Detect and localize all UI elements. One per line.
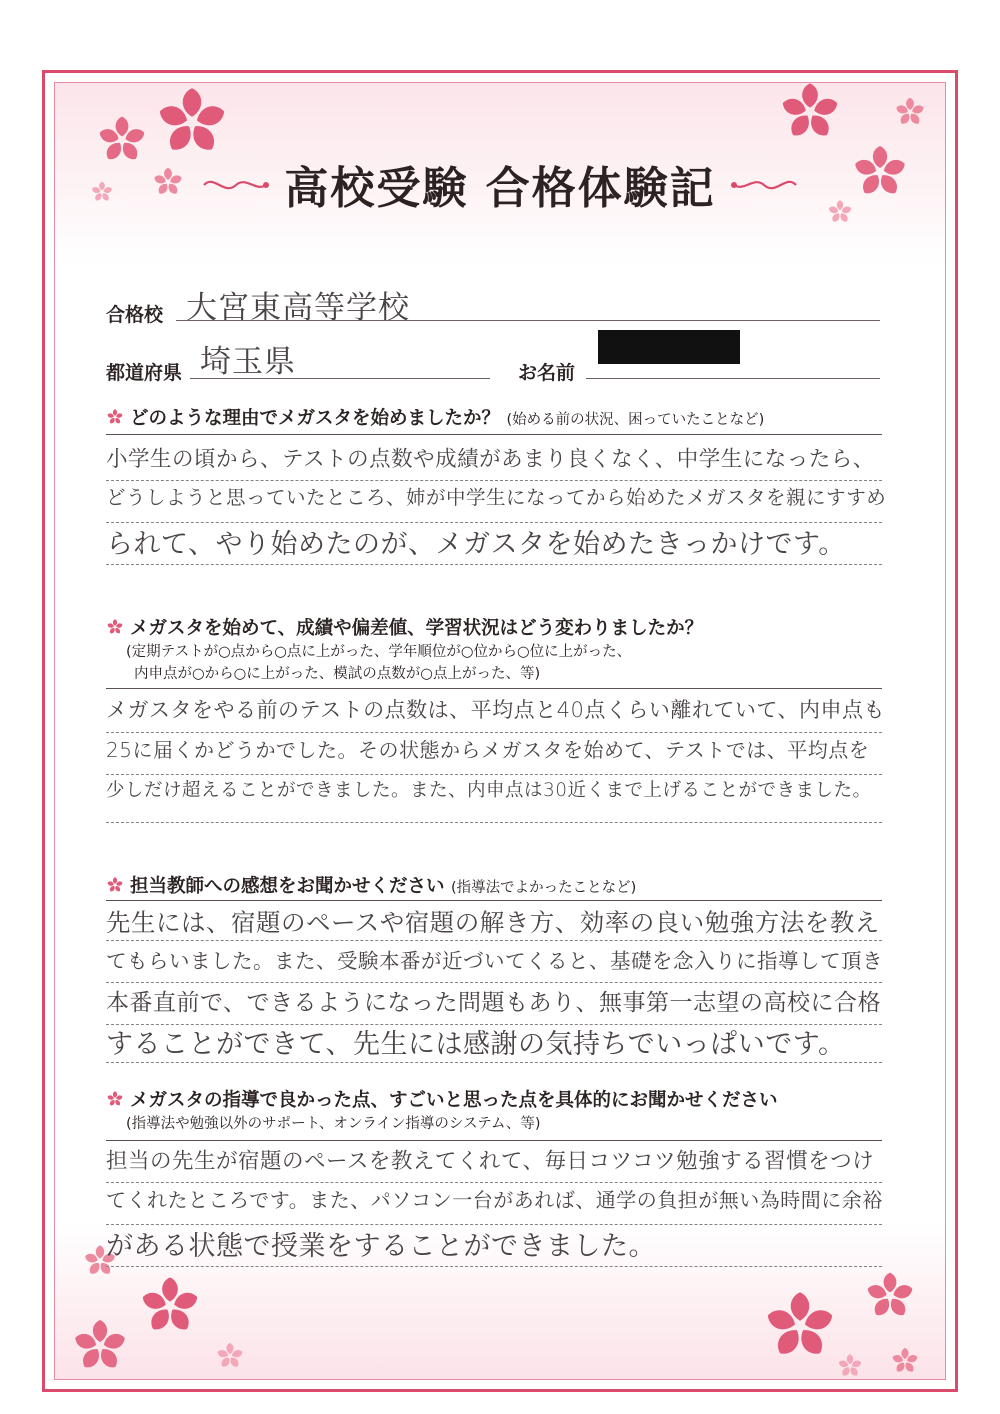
q2-rule [106,774,882,775]
q2-answer-line: 25に届くかどうかでした。その状態からメガスタを始めて、テストでは、平均点を [106,738,870,762]
q3-rule [106,1062,882,1063]
q2-heading-text: メガスタを始めて、成績や偏差値、学習状況はどう変わりましたか？ [130,618,704,639]
q1-answer-line: られて、やり始めたのが、メガスタを始めたきっかけです。 [106,529,846,560]
cherry-blossom-icon [730,1236,950,1386]
q2-sub-line: 内申点が○から○に上がった、模試の点数が○点上がった、等) [134,666,541,682]
q1-answer-line: 小学生の頃から、テストの点数や成績があまり良くなく、中学生になったら、 [106,447,875,472]
q2-rule [106,732,882,733]
q2-sub-line: (定期テストが○点から○点に上がった、学年順位が○位から○位に上がった、 [126,644,632,660]
q4-sub: (指導法や勉強以外のサポート、オンライン指導のシステム、等) [126,1116,541,1132]
redacted-name [598,330,740,364]
q3-heading [106,872,636,898]
prefecture-label: 都道府県 [106,362,183,384]
q1-rule [106,480,882,481]
q3-answer-line: 本番直前で、できるようになった問題もあり、無事第一志望の高校に合格 [106,990,882,1016]
school-value: 大宮東高等学校 [186,290,410,326]
sakura-bullet-icon [106,408,124,426]
q1-rule [106,564,882,565]
q2-rule [106,822,882,823]
q4-answer-line: てくれたところです。また、パソコン一台があれば、通学の負担が無い為時間に余裕 [106,1188,883,1212]
title-container [0,152,1000,216]
q3-answer-line: 先生には、宿題のペースや宿題の解き方、効率の良い勉強方法を教え [106,908,880,937]
name-underline [586,378,880,379]
q1-heading-text: どのような理由でメガスタを始めましたか？ [130,408,501,429]
q4-heading-text: メガスタの指導で良かった点、すごいと思った点を具体的にお聞かせください [130,1090,778,1111]
q3-answer-line: することができて、先生には感謝の気持ちでいっぱいです。 [106,1029,846,1060]
q3-heading-text: 担当教師への感想をお聞かせください [130,876,445,897]
school-underline [176,320,880,321]
q4-rule [106,1266,882,1267]
q2-rule [106,688,882,689]
q1-answer-line: どうしようと思っていたところ、姉が中学生になってから始めたメガスタを親にすすめ [106,486,887,509]
q4-heading [106,1086,778,1112]
sakura-bullet-icon [106,876,124,894]
q2-answer-line: 少しだけ超えることができました。また、内申点は30近くまで上げることができました。 [106,780,872,801]
q4-rule [106,1182,882,1183]
prefecture-underline [190,378,490,379]
q4-answer-line: がある状態で授業をすることができました。 [106,1231,656,1262]
q1-heading [106,404,764,430]
q3-rule [106,900,882,901]
q1-rule [106,434,882,435]
q2-heading [106,614,703,640]
q3-rule [106,940,882,941]
page-title: 高校受験 合格体験記 [284,163,716,214]
q2-answer-line: メガスタをやる前のテストの点数は、平均点と40点くらい離れていて、内申点も [106,698,885,722]
name-label: お名前 [518,362,576,384]
sakura-bullet-icon [106,618,124,636]
q3-rule [106,982,882,983]
sakura-bullet-icon [106,1090,124,1108]
q3-note: (指導法でよかったことなど) [450,880,637,896]
school-label: 合格校 [106,304,164,326]
prefecture-value: 埼玉県 [200,344,296,380]
q4-answer-line: 担当の先生が宿題のペースを教えてくれて、毎日コツコツ勉強する習慣をつけ [106,1149,875,1174]
q4-rule [106,1140,882,1141]
q3-answer-line: てもらいました。また、受験本番が近づいてくると、基礎を念入りに指導して頂き [106,949,883,973]
q1-note: (始める前の状況、困っていたことなど) [506,412,765,428]
